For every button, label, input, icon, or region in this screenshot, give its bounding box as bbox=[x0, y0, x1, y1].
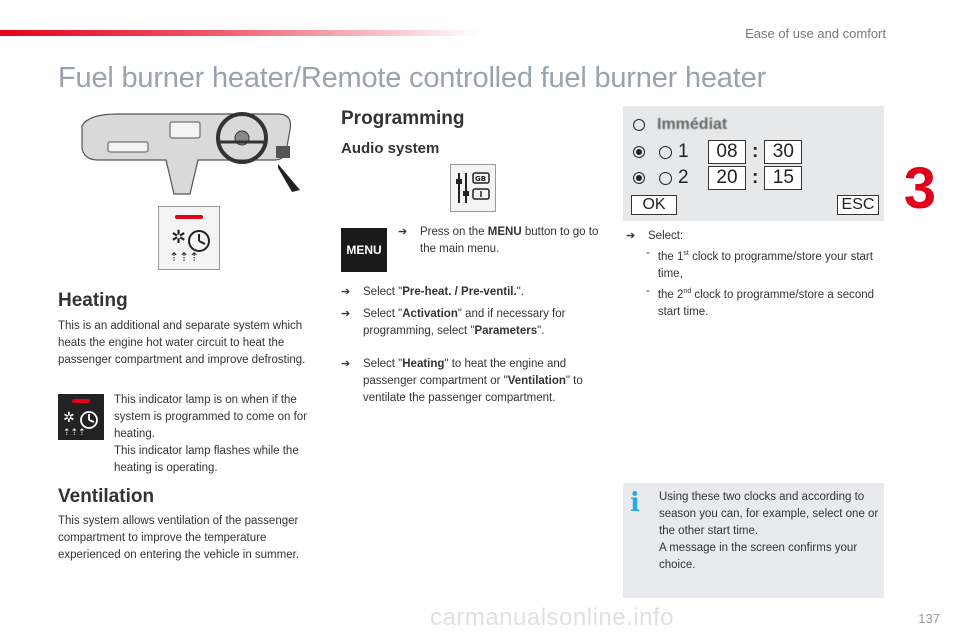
page-number: 137 bbox=[918, 611, 940, 626]
header-red-bar bbox=[0, 30, 480, 36]
radio-selected-icon bbox=[633, 146, 645, 158]
clock2-colon: : bbox=[752, 167, 759, 188]
bullet-arrow-icon: ➔ bbox=[341, 286, 351, 298]
svg-text:✲: ✲ bbox=[63, 410, 75, 426]
clock2-number: 2 bbox=[678, 167, 689, 188]
ok-button[interactable]: OK bbox=[631, 195, 677, 215]
bullet-arrow-icon: ➔ bbox=[341, 308, 351, 320]
immediate-label: Immédiat bbox=[657, 116, 728, 133]
step-activation: ➔ Select "Activation" and if necessary for programming, select "Parameters". bbox=[341, 306, 601, 340]
clock2-row[interactable] bbox=[633, 166, 802, 190]
audio-icon-label: GB bbox=[475, 175, 487, 183]
heating-intro: This is an additional and separate system which heats the engine hot water circuit to heat the passenger compartment and improve defrosting. bbox=[58, 320, 306, 366]
heating-lamp-icon bbox=[58, 394, 104, 440]
select-instructions bbox=[626, 228, 876, 321]
heating-lamp-text bbox=[114, 392, 319, 477]
info-icon: i bbox=[630, 488, 640, 518]
page-title: Fuel burner heater/Remote controlled fuel burner heater bbox=[58, 62, 766, 94]
svg-text:⇡⇡⇡: ⇡⇡⇡ bbox=[63, 428, 86, 438]
bullet-arrow-icon: ➔ bbox=[626, 230, 636, 242]
svg-text:⇡⇡⇡: ⇡⇡⇡ bbox=[169, 250, 200, 264]
heating-heading: Heating bbox=[58, 290, 128, 311]
info-line-1: Using these two clocks and according to season you can, for example, select one or the other start time. bbox=[659, 491, 879, 537]
heater-indicator-icon bbox=[158, 206, 220, 270]
step-heating: ➔ Select "Heating" to heat the engine and passenger compartment or "Ventilation" to ventilate the passenger compartment. bbox=[341, 356, 601, 407]
chapter-number: 3 bbox=[903, 156, 936, 221]
ventilation-heading: Ventilation bbox=[58, 486, 155, 507]
bullet-arrow-icon: ➔ bbox=[341, 358, 351, 370]
audio-settings-icon bbox=[450, 164, 496, 212]
programming-screen bbox=[623, 106, 884, 221]
clock1-row[interactable] bbox=[633, 140, 802, 164]
radio-selected-icon bbox=[633, 172, 645, 184]
select-item-clock1: - the 1st clock to programme/store your start time, bbox=[646, 247, 873, 280]
clock1-hour[interactable]: 08 bbox=[708, 140, 746, 164]
svg-text:✲: ✲ bbox=[171, 227, 187, 248]
step-preheat: ➔ Select "Pre-heat. / Pre-ventil.". bbox=[341, 284, 601, 301]
clock1-minute[interactable]: 30 bbox=[764, 140, 802, 164]
esc-button[interactable]: ESC bbox=[837, 195, 879, 215]
watermark: carmanualsonline.info bbox=[430, 604, 674, 631]
info-line-2: A message in the screen confirms your choice. bbox=[659, 542, 858, 571]
radio-empty-icon bbox=[633, 119, 645, 131]
section-header: Ease of use and comfort bbox=[745, 26, 886, 41]
heating-lamp-flash-text: This indicator lamp flashes while the heating is operating. bbox=[114, 445, 299, 474]
step-menu: ➔ Press on the MENU button to go to the main menu. bbox=[398, 224, 603, 258]
audio-system-heading: Audio system bbox=[341, 140, 440, 157]
immediate-option[interactable] bbox=[633, 116, 727, 134]
info-text bbox=[659, 489, 879, 574]
clock2-hour[interactable]: 20 bbox=[708, 166, 746, 190]
programming-heading: Programming bbox=[341, 108, 465, 129]
clock-icon bbox=[659, 172, 672, 185]
ventilation-body: This system allows ventilation of the passenger compartment to improve the temperature experienced on entering the vehicle in summer. bbox=[58, 515, 300, 561]
clock-icon bbox=[659, 146, 672, 159]
bullet-arrow-icon: ➔ bbox=[398, 226, 408, 238]
clock1-number: 1 bbox=[678, 141, 689, 162]
clock2-minute[interactable]: 15 bbox=[764, 166, 802, 190]
menu-button-icon: MENU bbox=[341, 228, 387, 272]
select-intro: Select: bbox=[648, 230, 684, 242]
heating-lamp-on-text: This indicator lamp is on when if the system is programmed to come on for heating. bbox=[114, 394, 308, 440]
clock1-colon: : bbox=[752, 141, 759, 162]
dashboard-illustration bbox=[78, 108, 310, 200]
select-item-clock2: - the 2nd clock to programme/store a second start time. bbox=[646, 284, 875, 318]
